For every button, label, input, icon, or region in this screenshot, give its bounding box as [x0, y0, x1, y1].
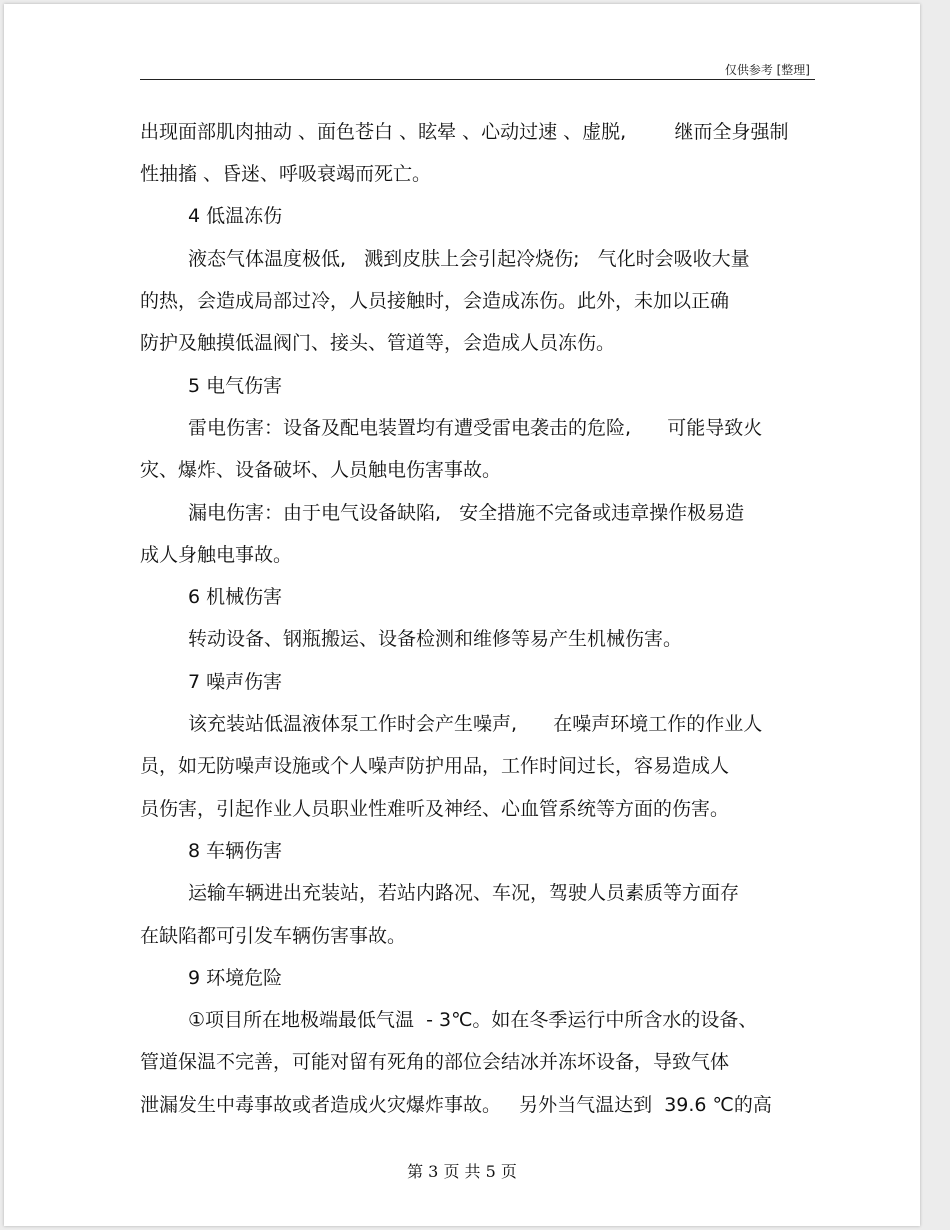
header-divider — [140, 79, 815, 80]
body-line: 漏电伤害：由于电气设备缺陷, 安全措施不完备或违章操作极易造 — [188, 502, 745, 524]
section-heading: 6 机械伤害 — [188, 586, 283, 608]
document-page — [4, 4, 920, 1226]
body-line: 员伤害，引起作业人员职业性难听及神经、心血管系统等方面的伤害。 — [140, 798, 730, 820]
body-line: 性抽搐 、昏迷、呼吸衰竭而死亡。 — [140, 163, 432, 185]
section-heading: 5 电气伤害 — [188, 375, 283, 397]
body-line: 该充装站低温液体泵工作时会产生噪声, 在噪声环境工作的作业人 — [188, 713, 763, 735]
section-heading: 7 噪声伤害 — [188, 671, 283, 693]
body-line: 出现面部肌肉抽动 、面色苍白 、眩晕 、心动过速 、虚脱, 继而全身强制 — [140, 121, 789, 143]
body-line: 防护及触摸低温阀门、接头、管道等，会造成人员冻伤。 — [140, 332, 616, 354]
body-line: 雷电伤害：设备及配电装置均有遭受雷电袭击的危险, 可能导致火 — [188, 417, 763, 439]
body-line: 泄漏发生中毒事故或者造成火灾爆炸事故。 另外当气温达到 39.6 ℃的高 — [140, 1094, 772, 1116]
body-line: 的热，会造成局部过冷，人员接触时，会造成冻伤。此外，未加以正确 — [140, 290, 730, 312]
section-heading: 9 环境危险 — [188, 967, 283, 989]
body-line: 液态气体温度极低, 溅到皮肤上会引起冷烧伤; 气化时会吸收大量 — [188, 248, 750, 270]
section-heading: 8 车辆伤害 — [188, 840, 283, 862]
header-note: 仅供参考 [整理] — [724, 63, 810, 77]
section-heading: 4 低温冻伤 — [188, 205, 283, 227]
body-line: 运输车辆进出充装站，若站内路况、车况，驾驶人员素质等方面存 — [188, 882, 740, 904]
body-line: 灾、爆炸、设备破坏、人员触电伤害事故。 — [140, 459, 502, 481]
body-line: 在缺陷都可引发车辆伤害事故。 — [140, 925, 407, 947]
body-line: 员，如无防噪声设施或个人噪声防护用品，工作时间过长，容易造成人 — [140, 755, 730, 777]
body-line: 管道保温不完善，可能对留有死角的部位会结冰并冻坏设备，导致气体 — [140, 1051, 730, 1073]
body-line: 转动设备、钢瓶搬运、设备检测和维修等易产生机械伤害。 — [188, 628, 683, 650]
page-number-footer: 第 3 页 共 5 页 — [407, 1162, 517, 1181]
body-line: 成人身触电事故。 — [140, 544, 293, 566]
body-line: ①项目所在地极端最低气温 - 3℃。如在冬季运行中所含水的设备、 — [188, 1009, 758, 1031]
